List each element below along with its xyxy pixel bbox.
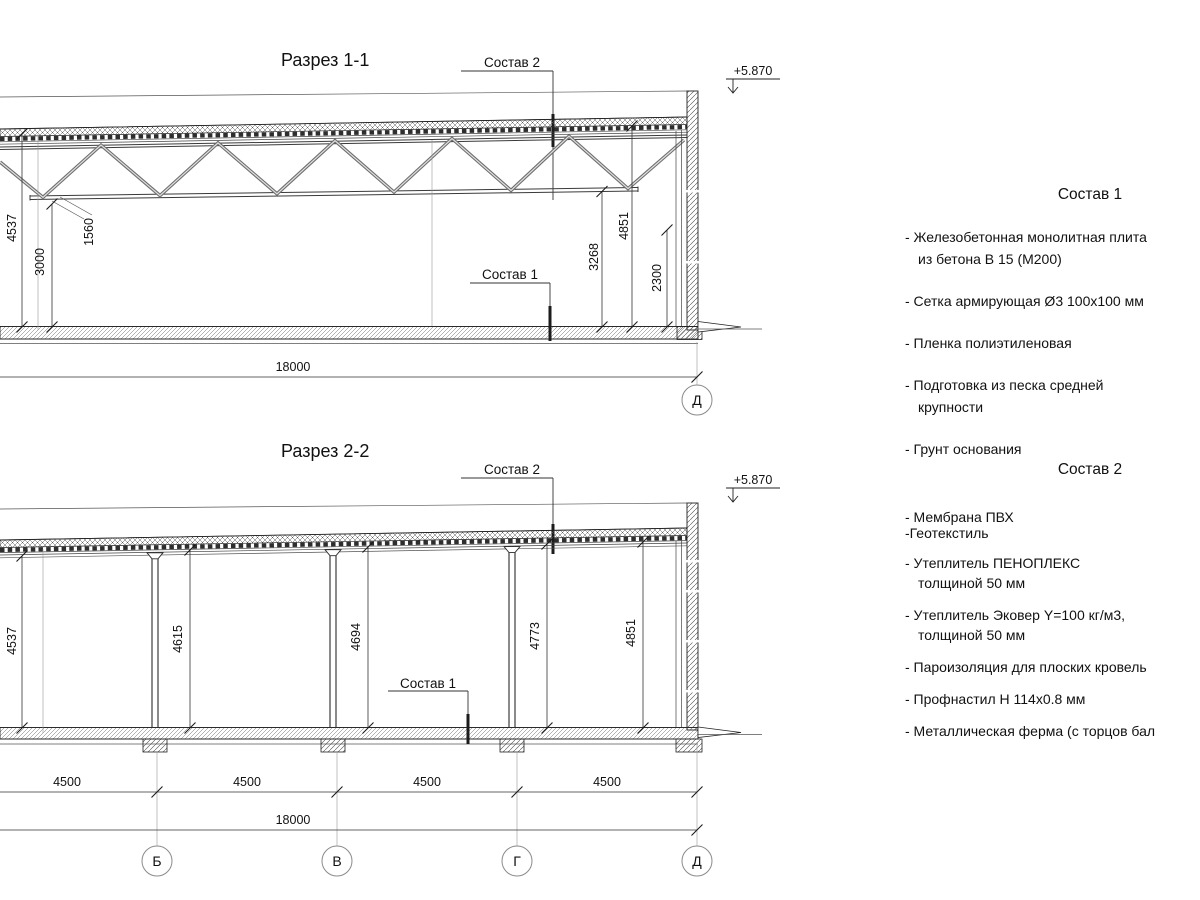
column bbox=[147, 553, 163, 728]
wall-foundation-block bbox=[676, 739, 702, 752]
list-item-line: толщиной 50 мм bbox=[918, 575, 1026, 591]
elevation-mark bbox=[726, 473, 780, 502]
list-item bbox=[903, 509, 1200, 541]
dim-4537-label: 4537 bbox=[5, 627, 19, 655]
list-item bbox=[903, 290, 1200, 312]
wall-panel-joint bbox=[686, 690, 700, 693]
list-item-line: - Утеплитель Эковер Y=100 кг/м3, bbox=[905, 607, 1126, 623]
grid-axis-letter: Д bbox=[692, 392, 702, 408]
list-item bbox=[903, 374, 1200, 418]
foundation-block bbox=[500, 739, 524, 752]
parapet-level-line bbox=[0, 503, 687, 509]
list-item bbox=[903, 657, 1200, 677]
wall-panel-joint bbox=[686, 640, 700, 643]
roof-deck bbox=[0, 117, 687, 144]
parapet-level-line bbox=[0, 91, 687, 97]
elevation-mark bbox=[726, 64, 780, 93]
floor-slab bbox=[0, 727, 762, 752]
wall-panel-joint bbox=[686, 261, 700, 264]
list-item-line: - Мембрана ПВХ bbox=[905, 509, 1014, 525]
dim-3000-label: 3000 bbox=[33, 248, 47, 276]
elevation-label: +5.870 bbox=[733, 473, 773, 487]
dim-18000-label: 18000 bbox=[275, 360, 311, 374]
dim-2300-label: 2300 bbox=[650, 264, 664, 292]
dim-18000-label: 18000 bbox=[275, 813, 311, 827]
dim-4851-label: 4851 bbox=[624, 619, 638, 647]
list-item-line: - Подготовка из песка средней bbox=[905, 377, 1104, 393]
list-item-line: - Сетка армирующая Ø3 100х100 мм bbox=[905, 293, 1144, 309]
grid-axis-letter: Д bbox=[692, 853, 702, 869]
list-item-line: - Профнастил Н 114х0.8 мм bbox=[905, 691, 1086, 707]
list-item-line: - Грунт основания bbox=[905, 441, 1022, 457]
elevation-label: +5.870 bbox=[733, 64, 773, 78]
bay-dimensions bbox=[0, 742, 712, 876]
list-title: Состав 1 bbox=[1057, 186, 1123, 203]
list-item bbox=[903, 438, 1200, 460]
list-item-line: - Пленка полиэтиленовая bbox=[905, 335, 1072, 351]
section-1-1 bbox=[0, 50, 780, 415]
list-item bbox=[903, 226, 1200, 270]
column-capital bbox=[325, 550, 341, 556]
section1-title: Разрез 1-1 bbox=[281, 50, 370, 70]
steel-truss bbox=[0, 135, 687, 201]
dimensions-vertical bbox=[5, 537, 649, 734]
list-item bbox=[903, 553, 1200, 593]
column-capital bbox=[504, 547, 520, 553]
dim-4773-label: 4773 bbox=[528, 622, 542, 650]
list-item-line: из бетона В 15 (М200) bbox=[918, 251, 1062, 267]
list-item-line: -Геотекстиль bbox=[905, 525, 989, 541]
dim-4851-label: 4851 bbox=[617, 212, 631, 240]
list-item-line: - Пароизоляция для плоских кровель bbox=[905, 659, 1147, 675]
material-list-sostav-2 bbox=[903, 461, 1200, 753]
list-item bbox=[903, 605, 1200, 645]
list-item-line: - Утеплитель ПЕНОПЛЕКС bbox=[905, 555, 1081, 571]
material-list-sostav-1 bbox=[903, 186, 1200, 480]
sostav1-label: Состав 1 bbox=[400, 676, 456, 691]
list-title: Состав 2 bbox=[1057, 461, 1123, 478]
dim-4615-label: 4615 bbox=[171, 625, 185, 653]
dim-4500-label: 4500 bbox=[413, 775, 441, 789]
dimensions-vertical bbox=[5, 121, 673, 333]
list-item-line: - Железобетонная монолитная плита bbox=[905, 229, 1147, 245]
list-item bbox=[903, 332, 1200, 354]
column bbox=[325, 550, 341, 728]
sostav1-label: Состав 1 bbox=[482, 267, 538, 282]
list-item bbox=[903, 721, 1200, 741]
section-2-2 bbox=[0, 441, 780, 876]
wall-panel-joint bbox=[686, 190, 700, 193]
eaves-bracket bbox=[698, 322, 741, 333]
dim-3268-label: 3268 bbox=[587, 243, 601, 271]
section2-title: Разрез 2-2 bbox=[281, 441, 370, 461]
columns bbox=[147, 547, 520, 728]
list-item-line: толщиной 50 мм bbox=[918, 627, 1026, 643]
grid-axis-letter: В bbox=[332, 853, 342, 869]
grid-axis-letter: Г bbox=[513, 853, 521, 869]
column-capital bbox=[147, 553, 163, 559]
dim-4500-label: 4500 bbox=[233, 775, 261, 789]
roof-deck bbox=[0, 528, 687, 558]
list-item-line: - Металлическая ферма (с торцов бал bbox=[905, 723, 1156, 739]
column bbox=[504, 547, 520, 728]
wall-panel-joint bbox=[686, 560, 700, 563]
eaves-bracket bbox=[698, 727, 741, 738]
dim-4694-label: 4694 bbox=[349, 623, 363, 651]
dim-4500-label: 4500 bbox=[53, 775, 81, 789]
list-item-line: крупности bbox=[918, 399, 984, 415]
foundation-block bbox=[321, 739, 345, 752]
dim-4500-label: 4500 bbox=[593, 775, 621, 789]
sostav2-label: Состав 2 bbox=[484, 462, 540, 477]
dim-4537-label: 4537 bbox=[5, 214, 19, 242]
span-dimension bbox=[0, 342, 712, 415]
sostav2-label: Состав 2 bbox=[484, 55, 540, 70]
floor-slab bbox=[0, 322, 762, 344]
dim-1560-label: 1560 bbox=[82, 218, 96, 246]
foundation-block bbox=[143, 739, 167, 752]
grid-axis-letter: Б bbox=[152, 853, 162, 869]
wall-panel-joint bbox=[686, 590, 700, 593]
list-item bbox=[903, 689, 1200, 709]
